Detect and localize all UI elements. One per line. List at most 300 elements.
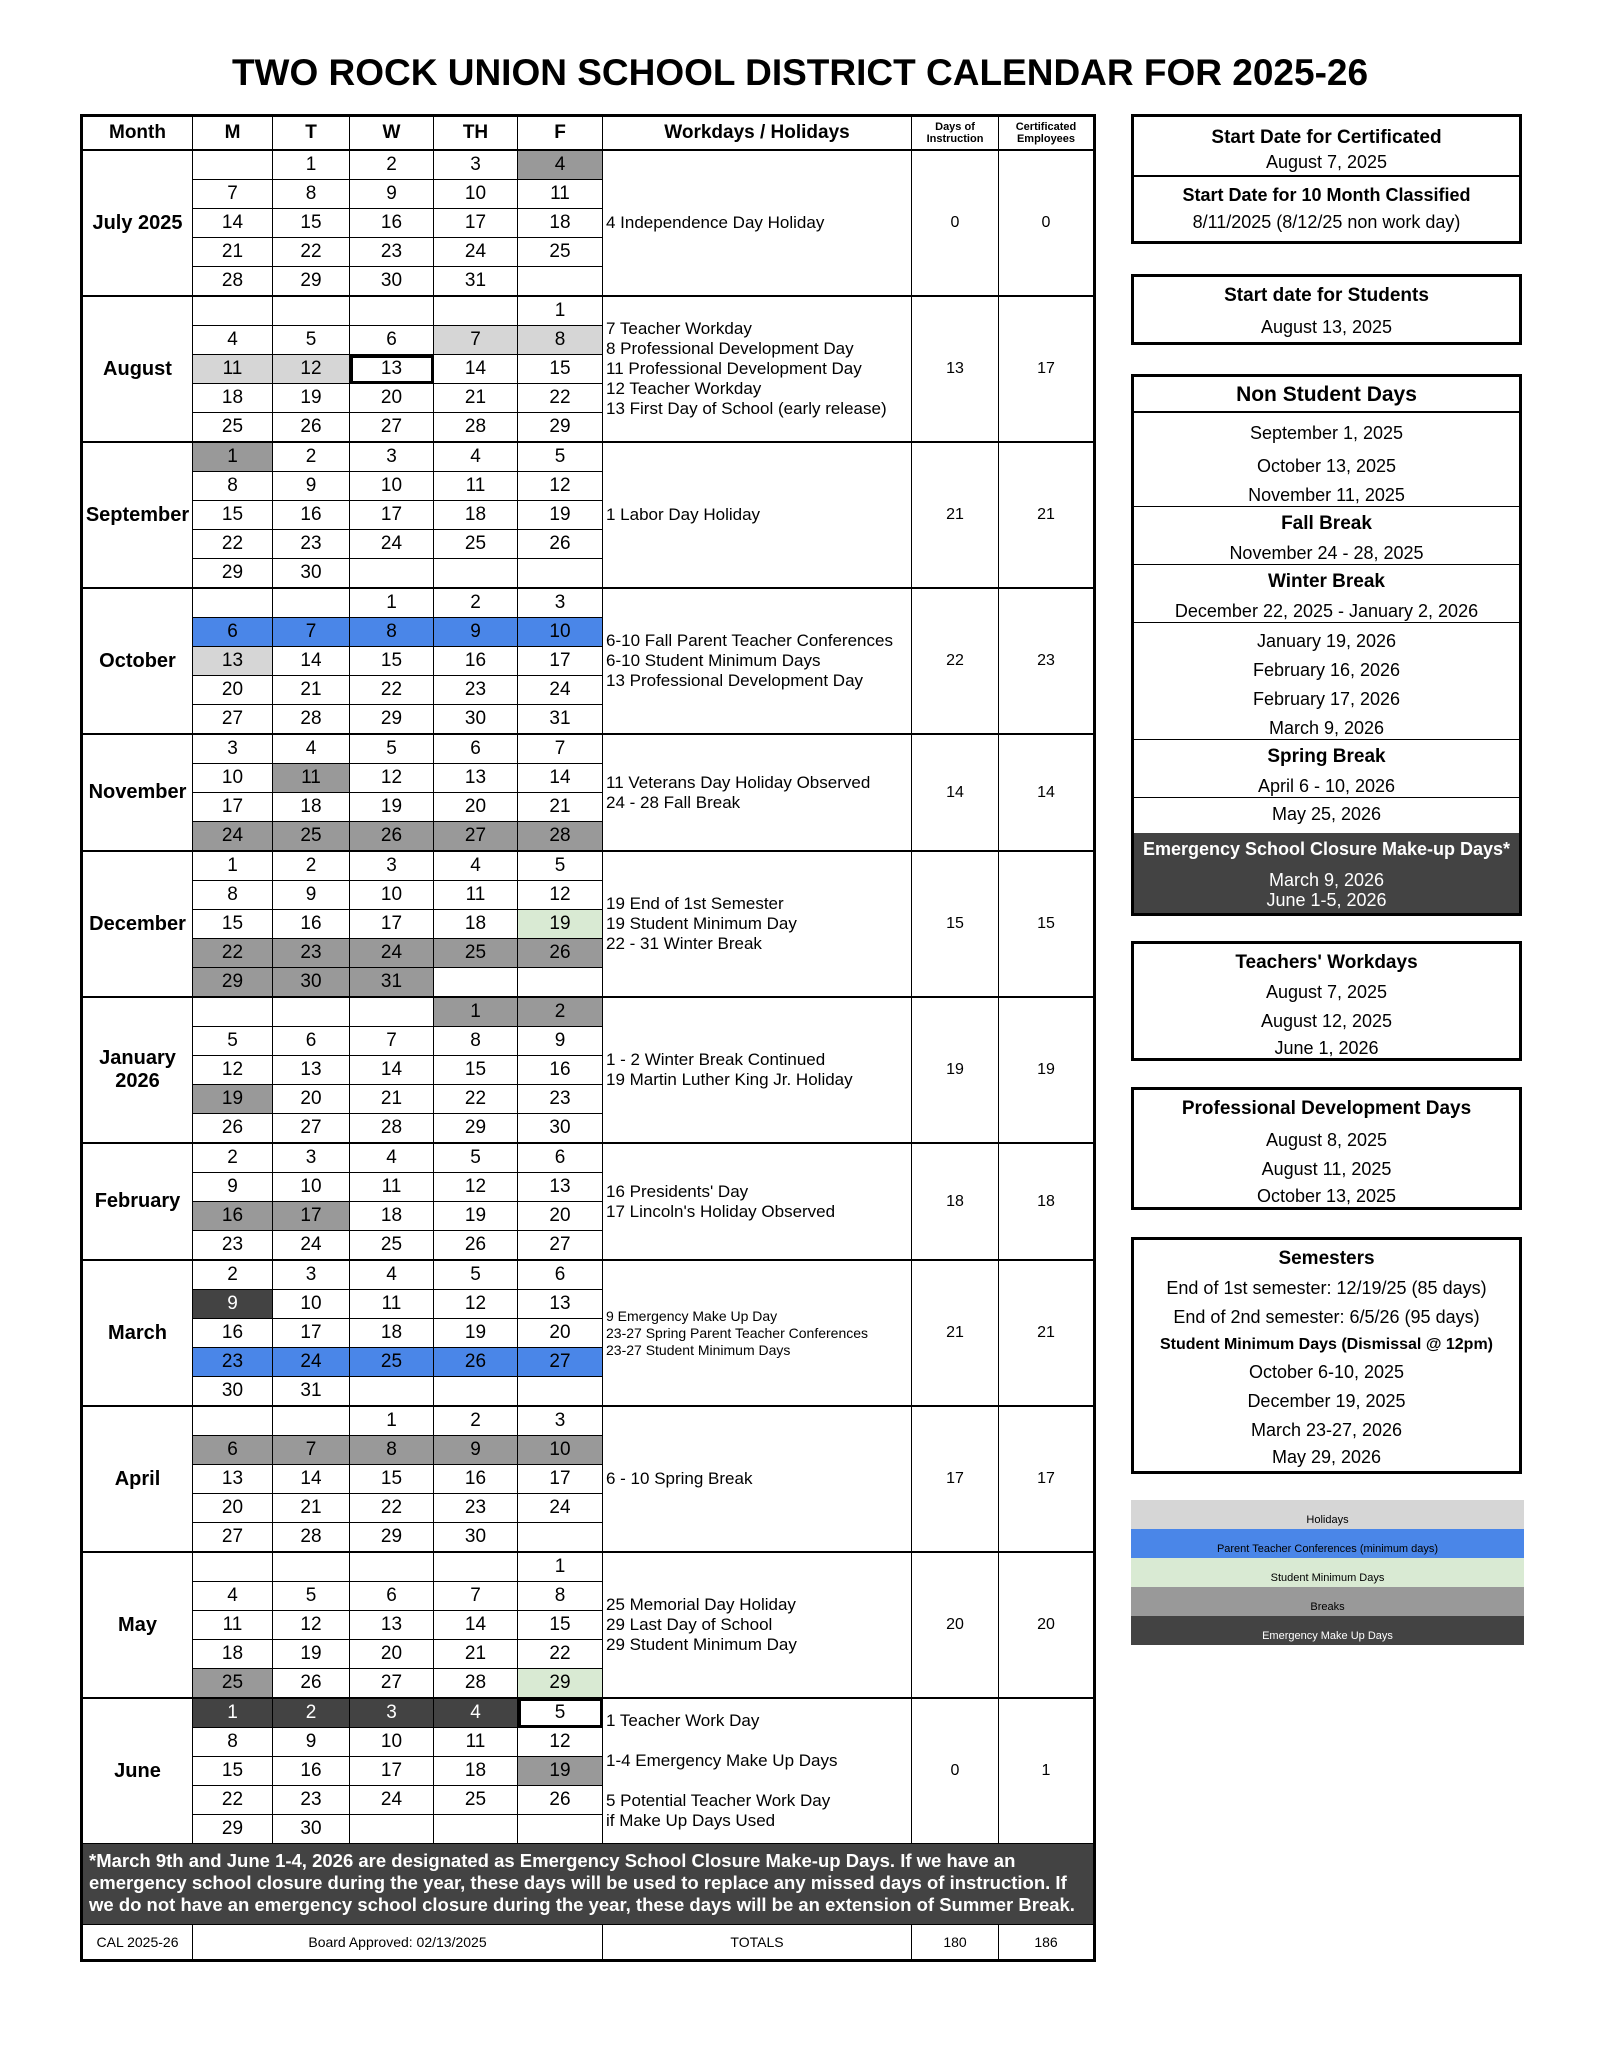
- header-workdays: Workdays / Holidays: [603, 116, 912, 151]
- day-cell-mon: 9: [193, 1290, 273, 1319]
- day-cell-thu: 28: [434, 1669, 518, 1699]
- note-line: 8 Professional Development Day: [606, 339, 854, 358]
- start-students-date: August 13, 2025: [1260, 317, 1393, 337]
- week-row: [82, 1406, 1095, 1436]
- color-legend: [1131, 1500, 1524, 1645]
- note-line: 13 First Day of School (early release): [606, 399, 887, 418]
- day-cell-thu: 7: [434, 326, 518, 355]
- day-cell-mon: 11: [193, 355, 273, 384]
- day-cell-fri: 21: [518, 793, 603, 822]
- day-cell-thu: 23: [434, 676, 518, 705]
- day-cell-wed: [350, 1815, 434, 1844]
- day-cell-wed: 29: [350, 1523, 434, 1553]
- day-cell-fri: 4: [518, 150, 603, 180]
- day-cell-tue: 30: [273, 1815, 350, 1844]
- certificated-days: 19: [999, 997, 1095, 1143]
- day-cell-wed: 7: [350, 1027, 434, 1056]
- day-cell-thu: 29: [434, 1114, 518, 1144]
- certificated-days: 17: [999, 296, 1095, 442]
- day-cell-fri: [518, 968, 603, 998]
- day-cell-wed: 9: [350, 180, 434, 209]
- day-cell-fri: 22: [518, 384, 603, 413]
- week-row: [82, 588, 1095, 618]
- day-cell-wed: 6: [350, 326, 434, 355]
- day-cell-wed: 22: [350, 1494, 434, 1523]
- page-title: TWO ROCK UNION SCHOOL DISTRICT CALENDAR FOR 2025-26: [231, 52, 1369, 93]
- day-cell-fri: 10: [518, 1436, 603, 1465]
- day-cell-fri: 24: [518, 676, 603, 705]
- fall-break-dates: November 24 - 28, 2025: [1134, 543, 1519, 565]
- day-cell-mon: 9: [193, 1173, 273, 1202]
- calendar-body: [82, 150, 1095, 1844]
- day-cell-thu: 24: [434, 238, 518, 267]
- day-cell-thu: 10: [434, 180, 518, 209]
- day-cell-wed: 3: [350, 442, 434, 472]
- day-cell-thu: 25: [434, 1786, 518, 1815]
- day-cell-thu: 9: [434, 1436, 518, 1465]
- start-cert-date: August 7, 2025: [1265, 152, 1388, 172]
- day-cell-fri: 23: [518, 1085, 603, 1114]
- month-notes: [603, 296, 912, 442]
- day-cell-wed: 21: [350, 1085, 434, 1114]
- day-cell-wed: 18: [350, 1202, 434, 1231]
- day-cell-tue: 22: [273, 238, 350, 267]
- non-student-day-3: November 11, 2025: [1134, 485, 1519, 507]
- day-cell-thu: 18: [434, 910, 518, 939]
- day-cell-tue: 14: [273, 647, 350, 676]
- day-cell-mon: 27: [193, 705, 273, 735]
- day-cell-fri: 1: [518, 1552, 603, 1582]
- total-certificated: 186: [999, 1925, 1095, 1961]
- legend-holidays: Holidays: [1131, 1500, 1524, 1529]
- days-of-instruction: 18: [912, 1143, 999, 1260]
- day-cell-fri: 26: [518, 530, 603, 559]
- day-cell-thu: 11: [434, 472, 518, 501]
- day-cell-wed: 23: [350, 238, 434, 267]
- day-cell-wed: 22: [350, 676, 434, 705]
- day-cell-fri: 14: [518, 764, 603, 793]
- day-cell-mon: 29: [193, 968, 273, 998]
- day-cell-wed: 20: [350, 384, 434, 413]
- day-cell-tue: 23: [273, 530, 350, 559]
- day-cell-mon: 11: [193, 1611, 273, 1640]
- day-cell-mon: [193, 296, 273, 326]
- day-cell-fri: 20: [518, 1319, 603, 1348]
- day-cell-mon: 6: [193, 618, 273, 647]
- day-cell-thu: 14: [434, 355, 518, 384]
- day-cell-wed: 24: [350, 530, 434, 559]
- day-cell-wed: [350, 296, 434, 326]
- day-cell-wed: 8: [350, 1436, 434, 1465]
- day-cell-wed: 15: [350, 647, 434, 676]
- day-cell-thu: [434, 1377, 518, 1407]
- start-cert-title: Start Date for Certificated: [1211, 127, 1442, 148]
- day-cell-mon: 23: [193, 1231, 273, 1261]
- day-cell-tue: 10: [273, 1290, 350, 1319]
- day-cell-thu: 11: [434, 881, 518, 910]
- month-notes: [603, 1143, 912, 1260]
- day-cell-thu: 5: [434, 1143, 518, 1173]
- emergency-date-2: June 1-5, 2026: [1266, 890, 1387, 910]
- day-cell-fri: 12: [518, 881, 603, 910]
- week-row: [82, 851, 1095, 881]
- non-student-day-2: October 13, 2025: [1256, 456, 1397, 476]
- day-cell-tue: [273, 1406, 350, 1436]
- days-of-instruction: 21: [912, 1260, 999, 1406]
- day-cell-thu: 16: [434, 647, 518, 676]
- day-cell-fri: 3: [518, 588, 603, 618]
- day-cell-mon: 5: [193, 1027, 273, 1056]
- day-cell-mon: 17: [193, 793, 273, 822]
- days-of-instruction: 20: [912, 1552, 999, 1698]
- start-students-panel: [1131, 274, 1522, 345]
- note-line: 25 Memorial Day Holiday: [606, 1595, 796, 1614]
- day-cell-wed: 6: [350, 1582, 434, 1611]
- day-cell-fri: 16: [518, 1056, 603, 1085]
- day-cell-fri: 26: [518, 1786, 603, 1815]
- day-cell-thu: 23: [434, 1494, 518, 1523]
- day-cell-tue: 23: [273, 939, 350, 968]
- day-cell-tue: 13: [273, 1056, 350, 1085]
- day-cell-tue: 26: [273, 1669, 350, 1699]
- day-cell-mon: 1: [193, 442, 273, 472]
- day-cell-fri: 15: [518, 355, 603, 384]
- day-cell-mon: 12: [193, 1056, 273, 1085]
- day-cell-thu: 25: [434, 939, 518, 968]
- emergency-title: Emergency School Closure Make-up Days*: [1142, 839, 1511, 859]
- day-cell-wed: 25: [350, 1348, 434, 1377]
- note-line: 1 Teacher Work Day: [606, 1711, 760, 1730]
- winter-break-dates: December 22, 2025 - January 2, 2026: [1134, 601, 1519, 623]
- day-cell-wed: 8: [350, 618, 434, 647]
- day-cell-thu: 26: [434, 1231, 518, 1261]
- note-line: 11 Veterans Day Holiday Observed: [606, 772, 871, 792]
- day-cell-thu: 19: [434, 1202, 518, 1231]
- day-cell-mon: 4: [193, 1582, 273, 1611]
- teachers-workdays-panel: [1131, 941, 1522, 1061]
- start-class-date: 8/11/2025 (8/12/25 non work day): [1192, 212, 1461, 232]
- note-line: 19 Martin Luther King Jr. Holiday: [606, 1070, 853, 1089]
- day-cell-fri: 19: [518, 910, 603, 939]
- semesters-panel: [1131, 1237, 1522, 1474]
- pd-day-1: August 8, 2025: [1265, 1130, 1388, 1150]
- day-cell-mon: 20: [193, 1494, 273, 1523]
- day-cell-mon: 28: [193, 267, 273, 297]
- day-cell-wed: 14: [350, 1056, 434, 1085]
- day-cell-fri: 13: [518, 1290, 603, 1319]
- certificated-days: 20: [999, 1552, 1095, 1698]
- day-cell-thu: 11: [434, 1728, 518, 1757]
- totals-row: [82, 1925, 1095, 1961]
- day-cell-wed: 3: [350, 1698, 434, 1728]
- day-cell-fri: 5: [518, 851, 603, 881]
- day-cell-fri: 29: [518, 1669, 603, 1699]
- day-cell-tue: 30: [273, 559, 350, 589]
- week-row: [82, 150, 1095, 180]
- day-cell-tue: 3: [273, 1260, 350, 1290]
- day-cell-tue: 7: [273, 1436, 350, 1465]
- day-cell-thu: 15: [434, 1056, 518, 1085]
- day-cell-thu: 4: [434, 1698, 518, 1728]
- day-cell-fri: 8: [518, 1582, 603, 1611]
- month-name: March: [82, 1260, 193, 1406]
- day-cell-fri: 22: [518, 1640, 603, 1669]
- note-line: 9 Emergency Make Up Day: [606, 1307, 778, 1324]
- day-cell-wed: [350, 559, 434, 589]
- day-cell-wed: 24: [350, 1786, 434, 1815]
- day-cell-tue: 5: [273, 326, 350, 355]
- note-line: 23-27 Spring Parent Teacher Conferences: [606, 1324, 869, 1341]
- day-cell-mon: 1: [193, 851, 273, 881]
- pd-day-2: August 11, 2025: [1261, 1159, 1392, 1179]
- day-cell-tue: [273, 588, 350, 618]
- header-row: [82, 116, 1095, 151]
- day-cell-tue: 17: [273, 1319, 350, 1348]
- day-cell-thu: 12: [434, 1173, 518, 1202]
- day-cell-fri: 6: [518, 1260, 603, 1290]
- days-of-instruction: 19: [912, 997, 999, 1143]
- day-cell-mon: 23: [193, 1348, 273, 1377]
- day-cell-fri: 3: [518, 1406, 603, 1436]
- day-cell-wed: 17: [350, 910, 434, 939]
- day-cell-mon: 10: [193, 764, 273, 793]
- emergency-date-1: March 9, 2026: [1268, 870, 1385, 890]
- minimum-day-3: March 23-27, 2026: [1250, 1420, 1403, 1440]
- non-student-day-6: February 17, 2026: [1252, 689, 1401, 709]
- note-line: 1 - 2 Winter Break Continued: [606, 1050, 826, 1069]
- day-cell-tue: 9: [273, 472, 350, 501]
- month-notes: [603, 1552, 912, 1698]
- day-cell-tue: 17: [273, 1202, 350, 1231]
- certificated-days: 21: [999, 1260, 1095, 1406]
- days-of-instruction: 0: [912, 1698, 999, 1844]
- day-cell-wed: 29: [350, 705, 434, 735]
- month-name: January 2026: [82, 997, 193, 1143]
- day-cell-tue: 16: [273, 501, 350, 530]
- certificated-days: 21: [999, 442, 1095, 588]
- note-line: 7 Teacher Workday: [606, 319, 752, 338]
- pd-title: Professional Development Days: [1181, 1098, 1472, 1119]
- day-cell-mon: 29: [193, 1815, 273, 1844]
- day-cell-tue: 24: [273, 1348, 350, 1377]
- day-cell-wed: 2: [350, 150, 434, 180]
- day-cell-tue: 27: [273, 1114, 350, 1144]
- day-cell-fri: 10: [518, 618, 603, 647]
- start-dates-panel: [1131, 114, 1522, 244]
- day-cell-tue: 2: [273, 851, 350, 881]
- day-cell-tue: 20: [273, 1085, 350, 1114]
- day-cell-thu: 20: [434, 793, 518, 822]
- day-cell-fri: 18: [518, 209, 603, 238]
- day-cell-fri: [518, 1523, 603, 1553]
- month-name: July 2025: [82, 150, 193, 296]
- non-student-day-1: September 1, 2025: [1249, 423, 1404, 443]
- day-cell-mon: [193, 150, 273, 180]
- note-line: if Make Up Days Used: [606, 1811, 776, 1830]
- day-cell-mon: 25: [193, 413, 273, 443]
- day-cell-tue: 28: [273, 705, 350, 735]
- note-line: 11 Professional Development Day: [606, 359, 862, 378]
- day-cell-thu: [434, 296, 518, 326]
- day-cell-thu: 31: [434, 267, 518, 297]
- minimum-day-1: October 6-10, 2025: [1248, 1362, 1405, 1382]
- day-cell-wed: 15: [350, 1465, 434, 1494]
- day-cell-thu: 18: [434, 501, 518, 530]
- day-cell-thu: 22: [434, 1085, 518, 1114]
- note-line: 23-27 Student Minimum Days: [606, 1341, 791, 1358]
- day-cell-wed: 31: [350, 968, 434, 998]
- day-cell-mon: 8: [193, 881, 273, 910]
- day-cell-wed: 30: [350, 267, 434, 297]
- day-cell-wed: 20: [350, 1640, 434, 1669]
- day-cell-thu: 21: [434, 384, 518, 413]
- emergency-section: [1134, 833, 1519, 913]
- fall-break-title: Fall Break: [1281, 513, 1372, 534]
- day-cell-tue: [273, 296, 350, 326]
- day-cell-fri: 6: [518, 1143, 603, 1173]
- day-cell-wed: 27: [350, 1669, 434, 1699]
- day-cell-tue: 8: [273, 180, 350, 209]
- teachers-title: Teachers' Workdays: [1235, 952, 1418, 973]
- days-of-instruction: 15: [912, 851, 999, 997]
- days-of-instruction: 21: [912, 442, 999, 588]
- day-cell-wed: 1: [350, 1406, 434, 1436]
- day-cell-thu: 8: [434, 1027, 518, 1056]
- day-cell-mon: 26: [193, 1114, 273, 1144]
- note-line: 1-4 Emergency Make Up Days: [606, 1751, 838, 1770]
- spring-break-dates: April 6 - 10, 2026: [1134, 776, 1519, 798]
- day-cell-tue: 29: [273, 267, 350, 297]
- day-cell-tue: [273, 1552, 350, 1582]
- day-cell-thu: [434, 559, 518, 589]
- day-cell-fri: 5: [518, 442, 603, 472]
- day-cell-thu: 12: [434, 1290, 518, 1319]
- day-cell-fri: 2: [518, 997, 603, 1027]
- totals-label: TOTALS: [603, 1925, 912, 1961]
- note-line: 24 - 28 Fall Break: [606, 792, 741, 812]
- note-line: 19 End of 1st Semester: [606, 894, 784, 913]
- day-cell-mon: 27: [193, 1523, 273, 1553]
- day-cell-mon: 8: [193, 472, 273, 501]
- day-cell-mon: [193, 588, 273, 618]
- day-cell-mon: 1: [193, 1698, 273, 1728]
- day-cell-fri: 17: [518, 647, 603, 676]
- header-wednesday: W: [350, 116, 434, 151]
- note-line: 16 Presidents' Day: [606, 1181, 749, 1201]
- day-cell-wed: 26: [350, 822, 434, 852]
- day-cell-wed: [350, 997, 434, 1027]
- note-line: 6-10 Student Minimum Days: [606, 651, 821, 670]
- day-cell-wed: [350, 1377, 434, 1407]
- week-row: [82, 734, 1095, 764]
- day-cell-tue: 15: [273, 209, 350, 238]
- certificated-days: 0: [999, 150, 1095, 296]
- day-cell-tue: 16: [273, 910, 350, 939]
- certificated-days: 23: [999, 588, 1095, 734]
- day-cell-fri: 12: [518, 1728, 603, 1757]
- day-cell-tue: 3: [273, 1143, 350, 1173]
- day-cell-mon: 30: [193, 1377, 273, 1407]
- day-cell-mon: 29: [193, 559, 273, 589]
- note-line: 13 Professional Development Day: [606, 671, 864, 690]
- legend-student-minimum-days: Student Minimum Days: [1131, 1558, 1524, 1587]
- day-cell-mon: 22: [193, 939, 273, 968]
- note-line: 17 Lincoln's Holiday Observed: [606, 1201, 836, 1221]
- month-notes: [603, 851, 912, 997]
- day-cell-thu: 5: [434, 1260, 518, 1290]
- semester-2-end: End of 2nd semester: 6/5/26 (95 days): [1173, 1307, 1480, 1327]
- cal-code: CAL 2025-26: [82, 1925, 193, 1961]
- day-cell-fri: 17: [518, 1465, 603, 1494]
- day-cell-wed: 24: [350, 939, 434, 968]
- day-cell-mon: 15: [193, 501, 273, 530]
- day-cell-thu: 30: [434, 705, 518, 735]
- day-cell-mon: 6: [193, 1436, 273, 1465]
- day-cell-mon: 22: [193, 530, 273, 559]
- day-cell-thu: 17: [434, 209, 518, 238]
- day-cell-wed: 16: [350, 209, 434, 238]
- day-cell-mon: [193, 1406, 273, 1436]
- day-cell-fri: 28: [518, 822, 603, 852]
- day-cell-tue: 5: [273, 1582, 350, 1611]
- day-cell-fri: 11: [518, 180, 603, 209]
- day-cell-tue: 24: [273, 1231, 350, 1261]
- certificated-days: 14: [999, 734, 1095, 851]
- days-of-instruction: 17: [912, 1406, 999, 1552]
- day-cell-tue: 9: [273, 881, 350, 910]
- minimum-days-title: Student Minimum Days (Dismissal @ 12pm): [1159, 1336, 1493, 1353]
- day-cell-mon: 19: [193, 1085, 273, 1114]
- legend-emergency-make-up-days: Emergency Make Up Days: [1131, 1616, 1524, 1645]
- day-cell-wed: 3: [350, 851, 434, 881]
- note-line: 19 Student Minimum Day: [606, 914, 797, 933]
- week-row: [82, 442, 1095, 472]
- day-cell-mon: 13: [193, 1465, 273, 1494]
- day-cell-thu: [434, 1815, 518, 1844]
- day-cell-wed: 27: [350, 413, 434, 443]
- day-cell-thu: 25: [434, 530, 518, 559]
- calendar-table: [80, 114, 1096, 1962]
- semester-1-end: End of 1st semester: 12/19/25 (85 days): [1166, 1278, 1487, 1298]
- day-cell-thu: 28: [434, 413, 518, 443]
- pd-days-panel: [1131, 1087, 1522, 1210]
- day-cell-tue: 7: [273, 618, 350, 647]
- day-cell-mon: [193, 1552, 273, 1582]
- header-thursday: TH: [434, 116, 518, 151]
- non-student-day-5: February 16, 2026: [1252, 660, 1401, 680]
- day-cell-fri: 1: [518, 296, 603, 326]
- footnote-row: [82, 1844, 1095, 1925]
- day-cell-fri: 19: [518, 501, 603, 530]
- days-of-instruction: 22: [912, 588, 999, 734]
- pd-day-3: October 13, 2025: [1256, 1186, 1397, 1206]
- header-month: Month: [82, 116, 193, 151]
- day-cell-tue: 16: [273, 1757, 350, 1786]
- note-line: 1 Labor Day Holiday: [606, 505, 761, 524]
- day-cell-thu: 14: [434, 1611, 518, 1640]
- days-of-instruction: 14: [912, 734, 999, 851]
- month-notes: [603, 1406, 912, 1552]
- day-cell-fri: 30: [518, 1114, 603, 1144]
- day-cell-tue: 2: [273, 442, 350, 472]
- day-cell-fri: 13: [518, 1173, 603, 1202]
- note-line: 4 Independence Day Holiday: [606, 213, 825, 232]
- day-cell-mon: 8: [193, 1728, 273, 1757]
- days-of-instruction: 13: [912, 296, 999, 442]
- week-row: [82, 1143, 1095, 1173]
- week-row: [82, 1552, 1095, 1582]
- day-cell-fri: [518, 1815, 603, 1844]
